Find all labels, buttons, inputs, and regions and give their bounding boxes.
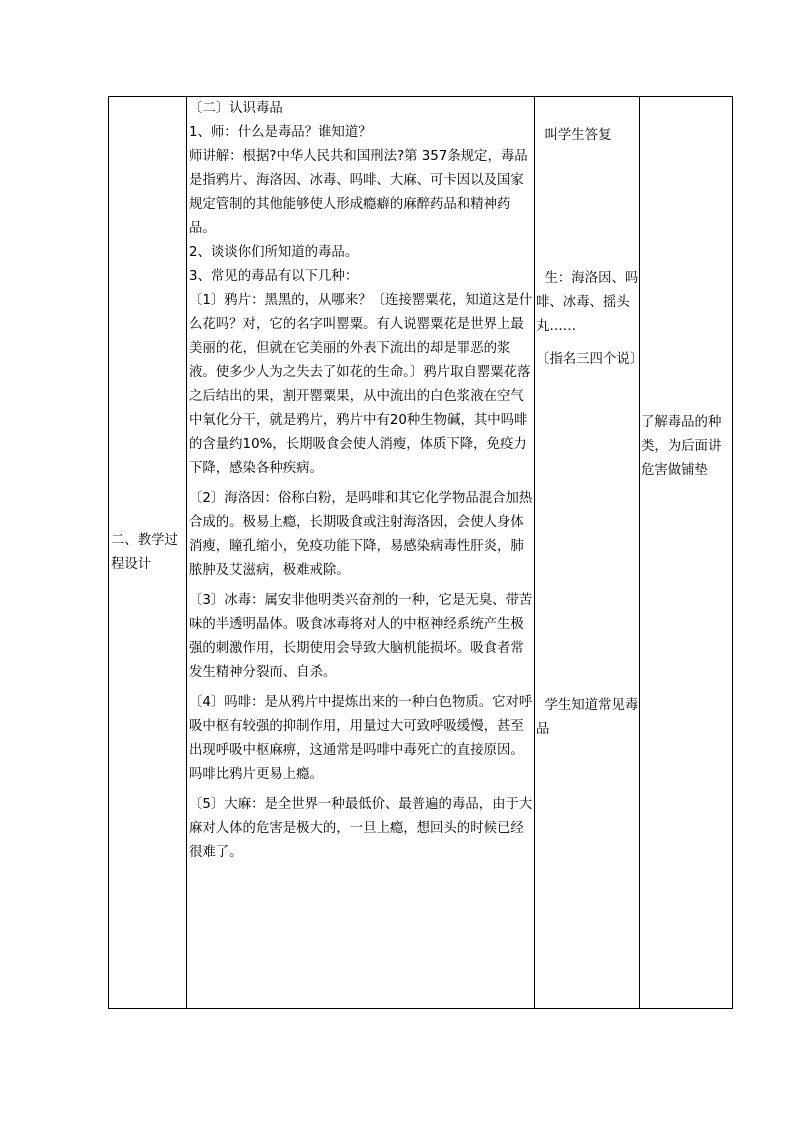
content-discussion: 2、谈谈你们所知道的毒品。 [189,245,359,260]
activity-note-know: 学生知道常见毒品 [536,698,639,737]
activity-note-drugs: 生：海洛因、吗啡、冰毒、摇头丸…… [536,271,639,334]
content-morphine: 〔4〕吗啡：是从鸦片中提炼出来的一种白色物质。它对呼吸中枢有较强的抑制作用，用量过大可致呼吸缓慢，甚至出现呼吸中枢麻痹，这通常是吗啡中毒死亡的直接原因。吗啡比鸦片更易上瘾。 [189,695,533,782]
activity-note-name: 〔指名三四个说〕 [536,352,644,367]
column-divider [186,97,187,1008]
content-question: 1、师：什么是毒品？谁知道？ [189,125,372,140]
activity-note-answer: 叫学生答复 [536,128,612,143]
teaching-content-cell [188,97,534,865]
column-divider [639,97,640,1008]
section-label-cell [109,97,186,1008]
section-label: 二、教学过程设计 [111,532,178,572]
lesson-plan-table [108,96,733,1009]
content-heading: 〔二〕认识毒品 [189,101,283,116]
content-definition: 师讲解：根据?中华人民共和国刑法?第 357条规定，毒品是指鸦片、海洛因、冰毒、吗啡、大麻、可卡因以及国家规定管制的其他能够使人形成瘾癖的麻醉药品和精神药品。 [189,149,528,236]
content-opium: 〔1〕鸦片：黑黑的，从哪来？〔连接罂粟花，知道这是什么花吗？对，它的名字叫罂粟。有人说罂粟花是世界上最美丽的花，但就在它美丽的外表下流出的却是罪恶的浆液。使多少人为之失去了如花的生命。〕鸦片取自罂粟花落之后结出的果，割开罂粟果，从中流出的白色浆液在空气中氧化分干，就是鸦片，鸦片中有20种生物碱，其中吗啡的含量约10%，长期吸食会使人消瘦，体质下降，免疫力下降，感染各种疾病。 [189,293,533,476]
content-list-intro: 3、常见的毒品有以下几种： [189,269,359,284]
design-intent-note: 了解毒品的种类，为后面讲危害做铺垫 [641,415,722,478]
content-cannabis: 〔5〕大麻：是全世界一种最低价、最普遍的毒品，由于大麻对人体的危害是极大的，一旦上瘾，想回头的时候已经很难了。 [189,797,533,860]
column-divider [534,97,535,1008]
content-meth: 〔3〕冰毒：属安非他明类兴奋剂的一种，它是无臭、带苦味的半透明晶体。吸食冰毒将对人的中枢神经系统产生极强的刺激作用，长期使用会导致大脑机能损坏。吸食者常发生精神分裂而、自杀。 [189,593,533,680]
content-heroin: 〔2〕海洛因：俗称白粉，是吗啡和其它化学物品混合加热合成的。极易上瘾，长期吸食或注射海洛因，会使人身体消瘦，瞳孔缩小，免疫功能下降，易感染病毒性肝炎，肺脓肿及艾滋病，极难戒除。 [189,491,533,578]
